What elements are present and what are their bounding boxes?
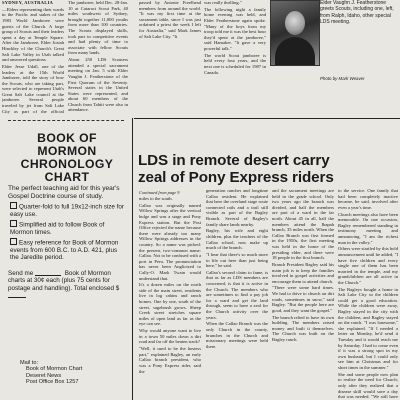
paragraph: —Elders representing their wards in the Pacific and stakes of the 1983 World Jamboree were guests of the Church. A large group of Scouts and their leaders spent a day at Temple Square. After the Jamboree, Elder Josiah Hinckley of the Church's Great Salt Lake Valley in Utah talked and answered questions. (2, 6, 64, 63)
dateline: SYDNEY, AUSTRALIA (2, 0, 53, 5)
continued-note: Continued from page 9 (139, 190, 180, 195)
paragraph: Callao's second claim to fame, is that as far as LDS members are concerned, is that it is active in the Church. The members who are sometimes to find a pay job for a ward and get the land through, seem to have a zeal for the Church activity over the years. (206, 269, 268, 320)
photo-credit: Photo by Mark Weaver (320, 76, 365, 81)
ad-bullet-text: Easy reference for Book of Mormon events from 600 B.C. to A.D. 421, plus the Jaredite period. (10, 239, 119, 262)
total-field[interactable] (8, 292, 26, 298)
top-story-col-2 (68, 0, 128, 114)
chart-advertisement (0, 120, 128, 400)
paragraph: Elder Jesse Udall, one of the leaders at the 15th World Jamboree, told the story of how the Scouts, who are taking part, were selected to represent Utah's Great Salt Lake council at the jamboree. Several people traveled by jet from Salt Lake City as part of the official (2, 63, 64, 114)
divider-top (134, 118, 400, 119)
paragraph: The jamboree, held Dec. 28-Jan. 10 at Cataract Scout Park, 40 miles southwest of Sydney, brought together 11,000 youths from more than 100 countries. The Scouts displayed skills, took part in competitive events and had plenty of time to associate with fellow Scouts from many lands. (68, 0, 128, 56)
paragraph: Callao was originally named Willow Springs after the vertical bulge and was a stage and Pony Express station. But the Post Office rejected the name because there were already too many Willow Springs addresses in the country. So a name was picked: the present, two-common name: Callao. Not to be confused with a port in Peru. The pronunciation has never been Anglicized to Cally-O. Mark Twain would understand that. (139, 202, 201, 281)
paragraph: She and some people now plan to realize the need for Church; only after they realized that a disease skill would save a day that was needed. "We still have (338, 371, 398, 400)
mail-line: Post Office Box 1257 (26, 379, 79, 386)
story-col-2 (206, 188, 268, 400)
paragraph: "There were some hard times. We had to drive to church on dirt roads, sometimes in snow," said Bagley. "But the people here are good, and they want the gospel." (272, 285, 334, 313)
checkbox-icon (10, 238, 17, 245)
top-story-col-1 (2, 0, 64, 114)
checkbox-icon (10, 202, 17, 209)
quantity-field[interactable] (35, 270, 61, 276)
mail-line: Deseret News (26, 372, 62, 379)
ad-bullet-text: Quarter-fold to full 19x12-inch size for easy use. (10, 203, 124, 218)
order-text: Book of Mormon charts at 30¢ each (plus 75 cents for postage and handling). Total enclosed $ (8, 270, 120, 292)
mail-address (20, 360, 82, 386)
paragraph: generation rancher and longtime Callao resident. He explained that here the overland stage route connected rails and a trail still visible as part of the Bagley Branch. Several of Bagley's family share lands nearby. (206, 188, 268, 227)
ad-title (10, 132, 124, 184)
ad-bullet (10, 202, 126, 218)
ad-title-line: BOOK OF (37, 131, 97, 145)
divider-vertical (132, 118, 133, 400)
scouts-photo (270, 0, 320, 66)
paragraph: Branch President Bagley said his main job is to keep the families involved in gospel activities and encourage them to attend church. (272, 261, 334, 284)
paragraph: "I hear that there's so much more to life out here than just being here," he said. (206, 251, 268, 269)
paragraph: passed by Antonie Freelhead members from around the world. "It was my first time at the sacrament table, since I was just ordained a priest the week I left for Australia," said Mark James of Salt Lake City. "It (139, 0, 201, 39)
ad-subtitle: The perfect teaching aid for this year's Gospel Doctrine course of study. (8, 185, 120, 200)
paragraph: About 250 LDS Scouters attended a special sacrament meeting on Jan. 5 with Elder Vaughn J. Featherstone of the First Quorum of the Seventy. Several states in the United States were represented, and about 60 members of the Church from Tahiti were also in attendance. (68, 57, 128, 113)
paragraph: was really thrilling." (204, 0, 242, 5)
paragraph: Bagley, his wife and eight children, plus the teachers of the Callao school, now make up much of the branch. (206, 228, 268, 251)
story-col-3 (272, 188, 334, 400)
coupon-border (8, 120, 124, 121)
mail-to-label: Mail to: (20, 360, 39, 366)
headline-line: LDS in remote desert carry (138, 152, 330, 169)
ad-bullet-text: Simplified aid to follow Book of Mormon times. (10, 221, 105, 236)
story-col-1 (139, 196, 201, 400)
ad-title-line: CHART (44, 170, 90, 184)
photo-caption: Elder Vaughn J. Featherstone greets Scouts, including one, left, from Ralph, Idaho, other special LDS meeting. (320, 0, 394, 25)
paragraph: The branch relied to have its own building. The members raised money and built it themselves. The Church was built on the Bagley ranch. (272, 314, 334, 342)
paragraph: to the service. One family that had been completely inactive became, he said, involved after even a year's time. (338, 188, 398, 210)
order-label: Send me (8, 270, 34, 277)
paragraph: The following night a family home evening was held, and Elder Featherstone again spoke. "Many of the boys from my troop told me it was the best hour they'd spent at the jamboree," said Hamaker. "It gave a very powerful talk." (204, 6, 266, 51)
top-story-col-3 (139, 0, 201, 114)
ad-bullet (10, 238, 126, 261)
paragraph: miles to the south. (139, 196, 173, 201)
ad-title-line: MORMON (37, 144, 97, 158)
paragraph: "Well, it used to be the hostess part," explained Bagley, an early Callao branch president, who was a Pony Express rider, said the (139, 346, 201, 374)
headline (138, 152, 400, 186)
checkbox-icon (10, 220, 17, 227)
paragraph: and the sacrament meetings are held in the grade school. Only two years ago the branch was divided, and half the members are part of a ward in the far north. About 45 in all, half the members attend the Ibapah branch, 35 miles north. When the Callao Branch was first formed in the 1950s, the first meeting was held in the home of the presiding elder, and there were 18 people in the first branch. (272, 188, 334, 261)
paragraph: The Bagleys bought a home in Salt Lake City so the children could get a good education. While the children were away, Bagley stayed in the city with the children, and Bagley stayed on the ranch. "I was lonesome," she explained. "If I needed a letter on Monday, he'd send it Tuesday and it would reach me by Saturday. I had to come even if it was a strong spot in my own husband, but I could only see him at Christmas and for short times in the summer." (338, 286, 398, 370)
paragraph: When the Callao Branch was the only Church in the county, branches in the Church and missionary meetings were held there. (206, 321, 268, 349)
paragraph: It's a dozen miles on the north side of the main street, residents live in log cabins and ranch homes. One by one, south of the street, sagebrush grows. Sheep Creek street stretches square miles of open land as far as the eye can see. (139, 282, 201, 327)
order-form[interactable] (8, 270, 126, 299)
story-col-4 (338, 188, 398, 400)
mail-line: Book of Mormon Chart (26, 366, 83, 373)
top-story-col-4 (204, 0, 266, 114)
paragraph: Why would anyone want to live in a town 50 miles down a dirt road and far off the beaten track? (139, 328, 201, 345)
paragraph: Church meetings also have been memorable. On one occasion, Bagley remembered standing in testimony meeting and announcing, "I am the richest man in the valley." (338, 211, 398, 245)
paragraph: Others were startled by this bold announcement until he added, "I have five children and every single one of them has been married in the temple, and my grandchildren are all active in the Church." (338, 246, 398, 285)
ad-title-line: CHRONOLOGY (20, 157, 114, 171)
headline-line: zeal of Pony Express riders (138, 169, 334, 186)
paragraph: The world Scout jamboree is held every four years, and the next one is scheduled for 1987 in Canada. (204, 52, 266, 75)
ad-bullet (10, 220, 126, 236)
